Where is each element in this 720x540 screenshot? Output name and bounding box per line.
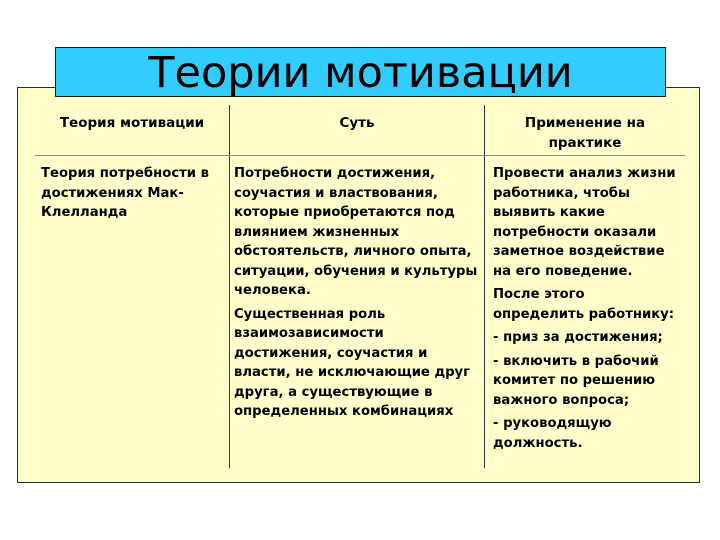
column-divider-2: [484, 105, 485, 468]
title-banner: [55, 47, 666, 97]
application-paragraph: - приз за достижения;: [493, 330, 663, 345]
header-theory: Теория мотивации: [59, 115, 205, 131]
essence-paragraph: Потребности достижения, соучастия и властвования, которые приобретаются под влиянием жизненных обстоятельств, личного опыта, ситуации, обучения и культуры человека.: [234, 166, 478, 298]
cell-application: [493, 164, 679, 457]
column-divider-1: [229, 105, 230, 468]
application-paragraph: - включить в рабочий комитет по решению важного вопроса;: [493, 353, 659, 408]
header-essence: Суть: [339, 115, 375, 131]
cell-theory: [41, 164, 223, 223]
header-separator: [35, 155, 685, 156]
cell-essence: [234, 164, 480, 426]
application-paragraph: - руководящую должность.: [493, 416, 612, 451]
theory-text: Теория потребности в достижениях Мак-Клелланда: [41, 166, 209, 220]
essence-paragraph: Существенная роль взаимозависимости достижения, соучастия и власти, не исключающие друг друга, а существующие в определенных комбинациях: [234, 306, 471, 419]
application-paragraph: Провести анализ жизни работника, чтобы выявить какие потребности оказали заметное воздействие на его поведение.: [493, 166, 676, 279]
application-paragraph: После этого определить работнику:: [493, 287, 675, 322]
header-application: Применение на практике: [524, 115, 646, 151]
page-title: Теории мотивации: [148, 47, 573, 98]
